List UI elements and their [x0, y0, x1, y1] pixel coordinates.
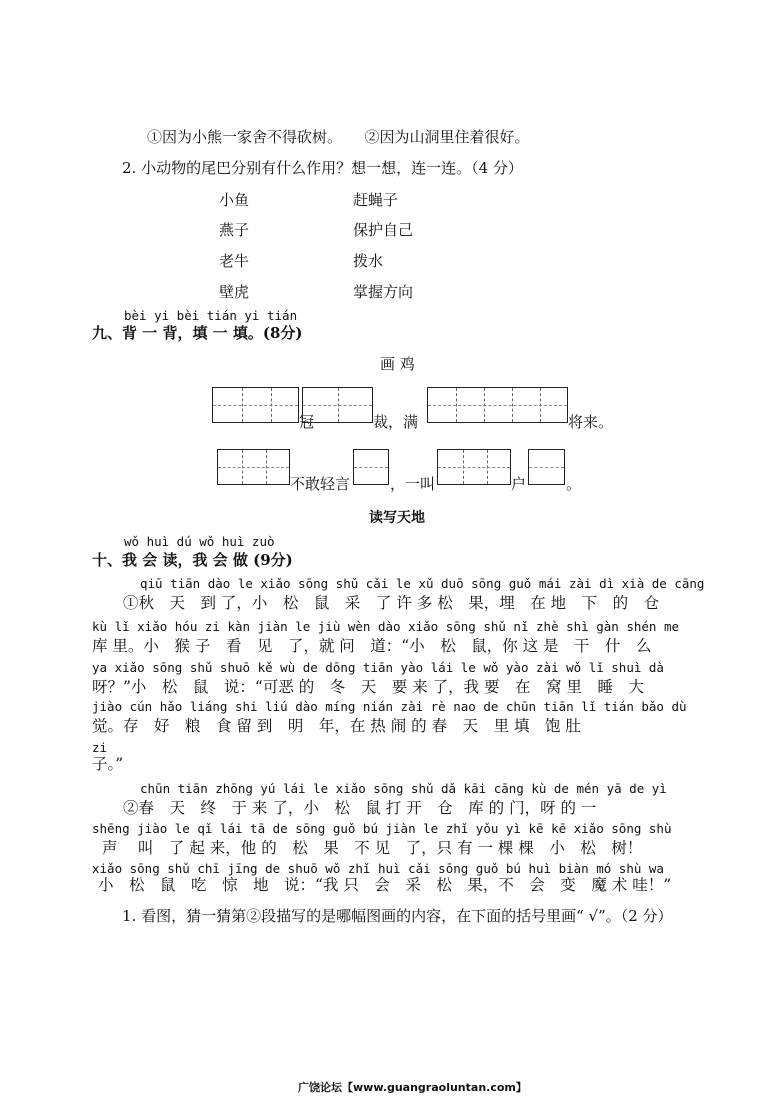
match-right-1: 赶蝇子	[353, 191, 399, 209]
footer-source: 广饶论坛【www.guangraoluntan.com】	[298, 1081, 527, 1094]
s10-pinyin: wǒ huì dú wǒ huì zuò	[124, 534, 275, 549]
match-left-4: 壁虎	[219, 283, 250, 301]
passage-line-3: 呀？”小 松 鼠 说：“可恶 的 冬 天 要 来 了，我 要 在 窝 里 睡 大	[92, 678, 644, 696]
match-right-2: 保护自己	[353, 221, 414, 239]
passage-line-1: ①秋 天 到 了，小 松 鼠 采 了 许 多 松 果，埋 在 地 下 的 仓	[123, 594, 660, 612]
passage-line-6: ②春 天 终 于 来 了，小 松 鼠 打 开 仓 库 的 门，呀 的 一	[123, 799, 597, 817]
blank-box-3[interactable]	[427, 387, 568, 423]
blank-box-1[interactable]	[212, 387, 299, 423]
poem-text-3: 将来。	[568, 413, 614, 431]
passage-line-5: 子。”	[92, 755, 124, 773]
poem-text-7: 。	[566, 475, 582, 493]
passage-pinyin-2: kù lǐ xiǎo hóu zi kàn jiàn le jiù wèn dào xiǎo sōng shǔ nǐ zhè shì gàn shén me	[92, 619, 679, 634]
match-right-3: 拨水	[353, 252, 384, 270]
poem-text-1: 冠	[299, 413, 315, 431]
passage-pinyin-7: shēng jiào le qǐ lái tā de sōng guǒ bú jiàn le zhǐ yǒu yì kē kē xiǎo sōng shù	[92, 821, 672, 836]
match-left-1: 小鱼	[219, 191, 250, 209]
poem-text-5: ，一叫	[390, 475, 436, 493]
passage-line-8: 小 松 鼠 吃 惊 地 说：“我 只 会 采 松 果，不 会 变 魔 术 哇！”	[98, 876, 672, 894]
blank-box-2[interactable]	[302, 387, 373, 423]
passage-pinyin-5: zi	[92, 740, 108, 755]
blank-box-5[interactable]	[353, 449, 389, 485]
passage-pinyin-3: ya xiǎo sōng shǔ shuō kě wù de dōng tiān yào lái le wǒ yào zài wǒ lǐ shuì dà	[92, 660, 664, 675]
poem-title: 画 鸡	[380, 355, 415, 373]
question-1: 1. 看图，猜一猜第②段描写的是哪幅图画的内容，在下面的括号里画“ √”。（2 分）	[122, 907, 673, 925]
poem-text-6: 户	[511, 475, 527, 493]
poem-text-2: 裁，满	[373, 413, 419, 431]
s9-pinyin: bèi yi bèi tián yi tián	[124, 308, 298, 323]
match-left-3: 老牛	[219, 252, 250, 270]
blank-box-6[interactable]	[437, 449, 511, 485]
passage-pinyin-6: chūn tiān zhōng yú lái le xiǎo sōng shǔ dǎ kāi cāng kù de mén yā de yì	[140, 781, 667, 796]
blank-box-7[interactable]	[528, 449, 565, 485]
section-title: 读写天地	[369, 510, 425, 526]
passage-pinyin-4: jiào cún hǎo liáng shi liú dào míng nián zài rè nao de chūn tiān lǐ tián bǎo dù	[92, 699, 687, 714]
passage-line-4: 觉。存 好 粮 食 留 到 明 年，在 热 闹 的 春 天 里 填 饱 肚	[92, 717, 581, 735]
match-left-2: 燕子	[219, 221, 250, 239]
q8-options: ①因为小熊一家舍不得砍树。 ②因为山洞里住着很好。	[147, 128, 530, 146]
passage-line-2: 库 里。小 猴 子 看 见 了，就 问 道：“小 松 鼠，你 这 是 干 什 么	[92, 637, 652, 655]
passage-pinyin-1: qiū tiān dào le xiǎo sōng shǔ cǎi le xǔ duō sōng guǒ mái zài dì xià de cāng	[140, 576, 705, 591]
passage-pinyin-8: xiǎo sōng shǔ chī jīng de shuō wǒ zhǐ huì cǎi sōng guǒ bú huì biàn mó shù wa	[92, 861, 664, 876]
s10-heading: 十、我 会 读，我 会 做 (9分)	[92, 551, 293, 569]
poem-text-4: 不敢轻言	[290, 475, 351, 493]
blank-box-4[interactable]	[217, 449, 290, 485]
passage-line-7: 声 叫 了 起 来，他 的 松 果 不 见 了，只 有 一 棵 棵 小 松 树！	[102, 839, 643, 857]
match-right-4: 掌握方向	[353, 283, 414, 301]
q8-question-2: 2. 小动物的尾巴分别有什么作用？想一想，连一连。（4 分）	[122, 159, 523, 177]
s9-heading: 九、背 一 背，填 一 填。(8分)	[92, 324, 303, 342]
